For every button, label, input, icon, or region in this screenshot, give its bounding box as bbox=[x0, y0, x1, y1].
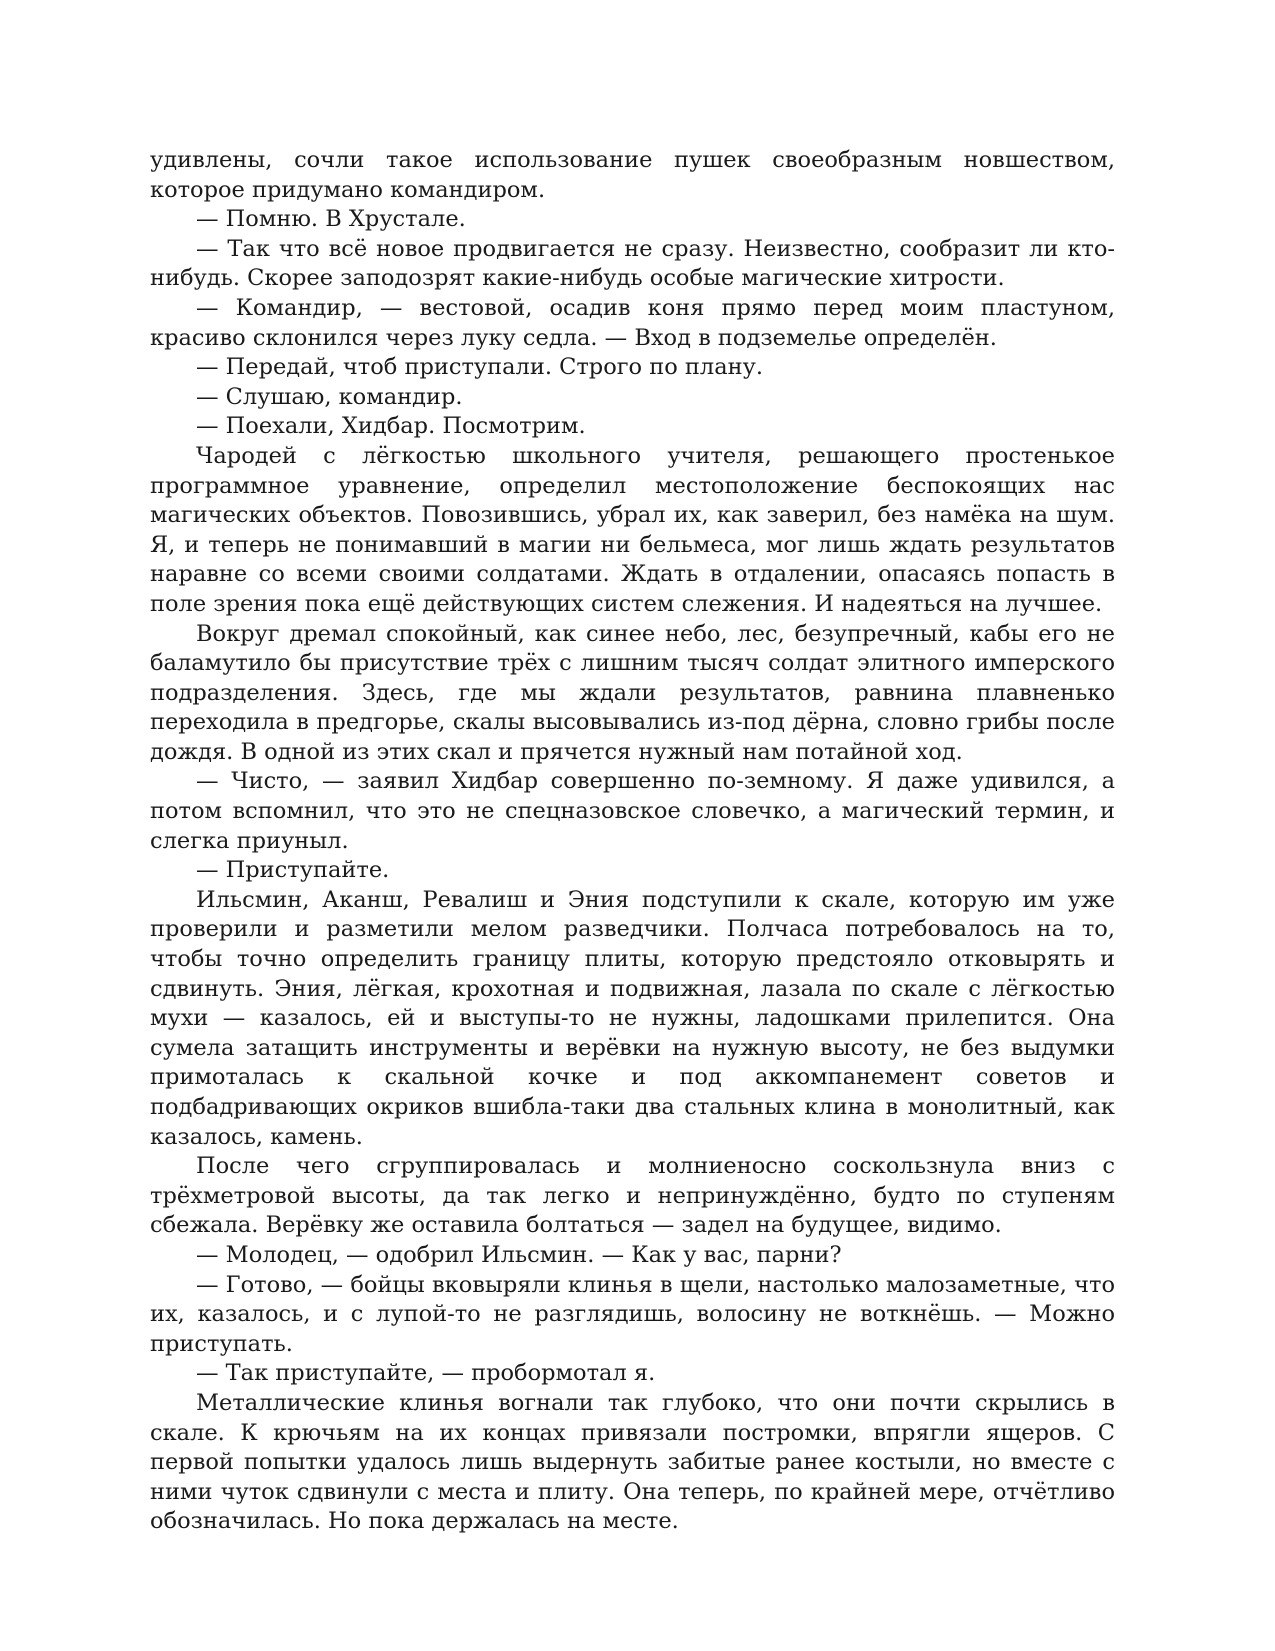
paragraph: Ильсмин, Аканш, Ревалиш и Эния подступили к скале, которую им уже проверили и разметили мелом разведчики. Полчаса потребовалось на то, чтобы точно определить границу плиты, которую предстояло отковырять и сдвинуть. Эния, лёгкая, крохотная и подвижная, лазала по скале с лёгкостью мухи — казалось, ей и выступы-то не нужны, ладошками прилепится. Она сумела затащить инструменты и верёвки на нужную высоту, не без выдумки примоталась к скальной кочке и под аккомпанемент советов и подбадривающих окриков вшибла-таки два стальных клина в монолитный, как казалось, камень. bbox=[150, 886, 1115, 1150]
paragraph: Вокруг дремал спокойный, как синее небо, лес, безупречный, кабы его не баламутило бы присутствие трёх с лишним тысяч солдат элитного имперского подразделения. Здесь, где мы ждали результатов, равнина плавненько переходила в предгорье, скалы высовывались из-под дёрна, словно грибы после дождя. В одной из этих скал и прячется нужный нам потайной ход. bbox=[150, 620, 1115, 765]
paragraph: — Чисто, — заявил Хидбар совершенно по-земному. Я даже удивился, а потом вспомнил, что это не спецназовское словечко, а магический термин, и слегка приуныл. bbox=[150, 768, 1115, 854]
paragraph: — Передай, чтоб приступали. Строго по плану. bbox=[196, 354, 764, 381]
paragraph: — Слушаю, командир. bbox=[196, 383, 463, 410]
paragraph: — Так приступайте, — пробормотал я. bbox=[196, 1360, 656, 1387]
paragraph: — Так что всё новое продвигается не сразу. Неизвестно, сообразит ли кто-нибудь. Скорее заподозрят какие-нибудь особые магические хитрости. bbox=[150, 235, 1115, 292]
paragraph: Металлические клинья вогнали так глубоко, что они почти скрылись в скале. К крючьям на их концах привязали постромки, впрягли ящеров. С первой попытки удалось лишь выдернуть забитые ранее костыли, но вместе с ними чуток сдвинули с места и плиту. Она теперь, по крайней мере, отчётливо обозначилась. Но пока держалась на месте. bbox=[150, 1389, 1115, 1535]
paragraph: — Готово, — бойцы вковыряли клинья в щели, настолько малозаметные, что их, казалось, и с лупой-то не разглядишь, волосину не воткнёшь. — Можно приступать. bbox=[150, 1271, 1115, 1357]
paragraph: — Командир, — вестовой, осадив коня прямо перед моим пластуном, красиво склонился через луку седла. — Вход в подземелье определён. bbox=[150, 294, 1115, 351]
paragraph: — Приступайте. bbox=[196, 857, 390, 884]
paragraph: После чего сгруппировалась и молниеносно соскользнула вниз с трёхметровой высоты, да так легко и непринуждённо, будто по ступеням сбежала. Верёвку же оставила болтаться — задел на будущее, видимо. bbox=[150, 1153, 1115, 1239]
paragraph: Чародей с лёгкостью школьного учителя, решающего простенькое программное уравнение, определил местоположение беспокоящих нас магических объектов. Повозившись, убрал их, как заверил, без намёка на шум. Я, и теперь не понимавший в магии ни бельмеса, мог лишь ждать результатов наравне со всеми своими солдатами. Ждать в отдалении, опасаясь попасть в поле зрения пока ещё действующих систем слежения. И надеяться на лучшее. bbox=[150, 442, 1115, 617]
page-text bbox=[150, 146, 1115, 1537]
paragraph: — Помню. В Хрустале. bbox=[196, 206, 466, 233]
paragraph: — Поехали, Хидбар. Посмотрим. bbox=[196, 413, 586, 440]
paragraph: удивлены, сочли такое использование пушек своеобразным новшеством, которое придумано командиром. bbox=[150, 147, 1115, 203]
paragraph: — Молодец, — одобрил Ильсмин. — Как у вас, парни? bbox=[196, 1241, 842, 1268]
